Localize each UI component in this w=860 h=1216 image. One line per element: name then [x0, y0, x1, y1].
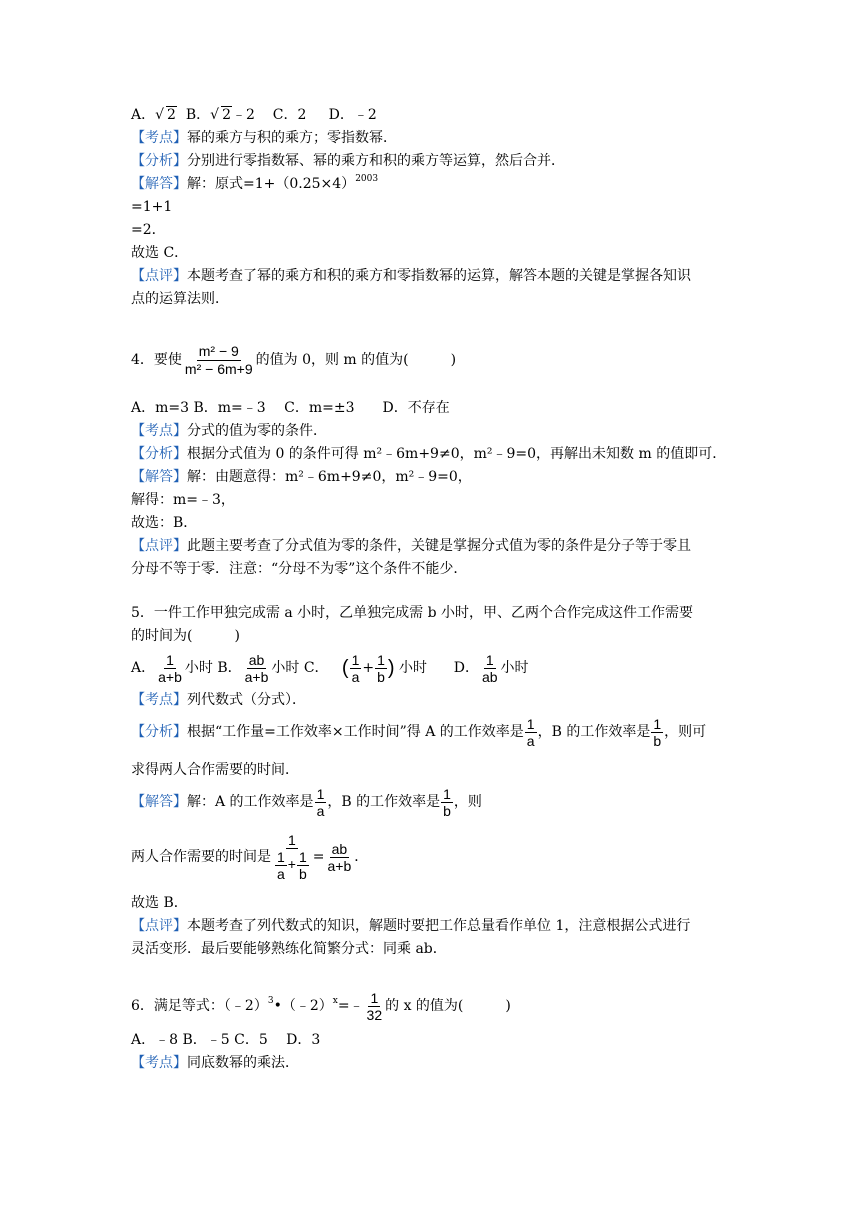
- q5-stem-2: 的时间为( ): [131, 628, 240, 644]
- q4-options: A．m=3 B．m=﹣3 C．m=±3 D．不存在: [131, 400, 450, 416]
- q5-conclusion: 故选 B．: [131, 895, 188, 911]
- q4-jieda: 【解答】解：由题意得：m²﹣6m+9≠0，m²﹣9=0，: [131, 469, 472, 485]
- q4-step1: 解得：m=﹣3，: [131, 492, 235, 508]
- q3-fenxi: 【分析】分别进行零指数幂、幂的乘方和积的乘方等运算，然后合并．: [131, 153, 565, 169]
- q5-opt-b-fraction: $\frac{ab}{a+b}$: [244, 651, 269, 685]
- q6-kaodian: 【考点】同底数幂的乘法．: [131, 1055, 299, 1071]
- q3-jieda: 【解答】解：原式$=1+(0.25\times 4)^{2003}$: [131, 174, 379, 192]
- q4-stem: 4．要使 $\frac{\text{m² − 9}}{\text{m² − 6m+9}}$ 的值为 0，则 m 的值为( ): [131, 342, 457, 377]
- q5-fenxi: 【分析】根据“工作量=工作效率×工作时间”得 A 的工作效率是 $\frac{1}{a}$ ，B 的工作效率是 $\frac{1}{b}$ ，则可: [131, 715, 707, 749]
- q5-dianping-2: 灵活变形．最后要能够熟练化简繁分式：同乘 ab．: [131, 941, 447, 957]
- q6-fraction: $\frac{1}{32}$: [366, 989, 383, 1023]
- q4-dianping: 【点评】此题主要考查了分式值为零的条件，关键是掌握分式值为零的条件是分子等于零且: [131, 538, 691, 554]
- q5-kaodian: 【考点】列代数式（分式）．: [131, 692, 306, 708]
- q3-dianping-2: 点的运算法则．: [131, 291, 229, 307]
- q6-options: A．﹣8 B．﹣5 C．5 D．3: [131, 1032, 321, 1048]
- q5-complex-fraction: 1 $\frac{1}{a}$ + $\frac{1}{b}$: [277, 832, 307, 882]
- q6-stem: 6．满足等式：（﹣2）$^3$•（﹣2）$^x$=﹣ $\frac{1}{32}$ 的 x 的值为( ): [131, 989, 511, 1023]
- q5-opt-d-fraction: $\frac{1}{ab}$: [481, 651, 498, 685]
- q4-conclusion: 故选：B．: [131, 515, 198, 531]
- q4-dianping-2: 分母不等于零．注意：“分母不为零”这个条件不能少．: [131, 561, 468, 577]
- q5-options: A． $\frac{1}{a+b}$ 小时 B． $\frac{ab}{a+b}$ 小时 C． ( $\frac{1}{a}$ + $\frac{1}{b}$ ) 小时 D． $\frac{1}{ab}$ 小时: [131, 651, 529, 685]
- q4-kaodian: 【考点】分式的值为零的条件．: [131, 423, 327, 439]
- q3-dianping: 【点评】本题考查了幂的乘方和积的乘方和零指数幂的运算，解答本题的关键是掌握各知识: [131, 268, 691, 284]
- q5-stem: 5．一件工作甲独完成需 a 小时，乙单独完成需 b 小时，甲、乙两个合作完成这件工作需要: [131, 605, 694, 621]
- q5-opt-a-fraction: $\frac{1}{a+b}$: [158, 651, 182, 685]
- q5-step: 两人合作需要的时间是 1 $\frac{1}{a}$ + $\frac{1}{b}$ = $\frac{ab}{a+b}$ ．: [131, 832, 369, 882]
- sqrt-2: 2: [167, 107, 176, 123]
- q5-jieda: 【解答】解：A 的工作效率是 $\frac{1}{a}$ ，B 的工作效率是 $\frac{1}{b}$ ，则: [131, 785, 482, 819]
- q5-dianping: 【点评】本题考查了列代数式的知识，解题时要把工作总量看作单位 1，注意根据公式进行: [131, 918, 691, 934]
- q5-fenxi-2: 求得两人合作需要的时间．: [131, 762, 299, 778]
- q4-fraction: $\frac{\text{m² − 9}}{\text{m² − 6m+9}}$: [184, 342, 253, 377]
- q3-kaodian: 【考点】幂的乘方与积的乘方；零指数幂．: [131, 130, 397, 146]
- q3-step1: =1+1: [131, 199, 173, 215]
- q3-options: A．√ 2 B．√ 2﹣2 C．2 D．﹣2: [131, 107, 377, 123]
- q4-fenxi: 【分析】根据分式值为 0 的条件可得 m²﹣6m+9≠0，m²﹣9=0，再解出未知数 m 的值即可．: [131, 446, 727, 462]
- q3-step2: =2．: [131, 222, 166, 238]
- q3-conclusion: 故选 C．: [131, 245, 189, 261]
